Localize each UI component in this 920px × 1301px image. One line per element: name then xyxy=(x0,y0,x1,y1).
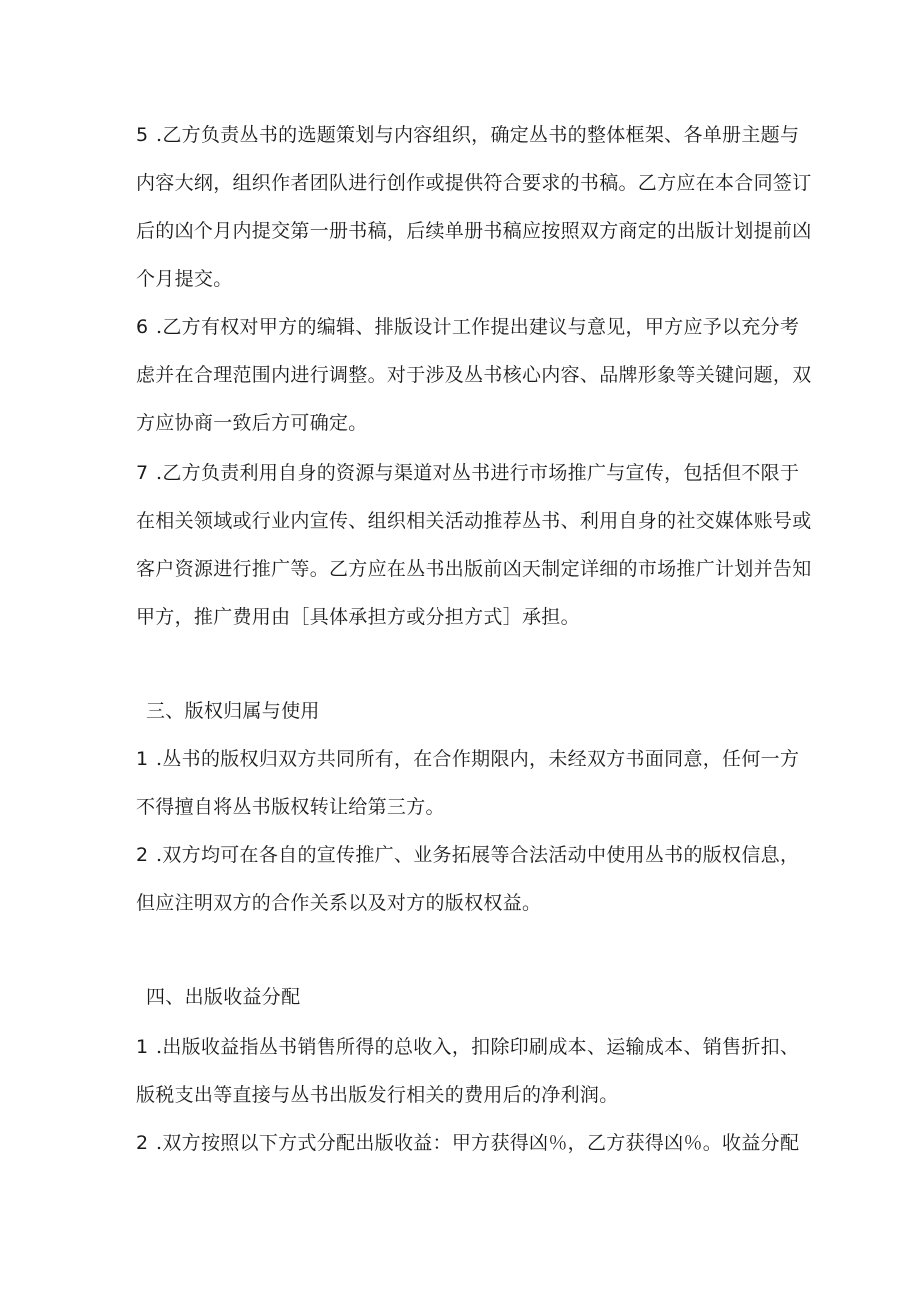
item-number: 1 xyxy=(136,748,149,770)
item-number: 5 xyxy=(136,124,149,146)
item-7-line-2: 在相关领域或行业内宣传、组织相关活动推荐丛书、利用自身的社交媒体账号或 xyxy=(136,510,812,532)
section-heading-copyright: 三、版权归属与使用 xyxy=(146,700,320,722)
copyright-item-1-line-1: 1 .丛书的版权归双方共同所有，在合作期限内，未经双方书面同意，任何一方 xyxy=(136,748,800,770)
revenue-item-2-line-1: 2 .双方按照以下方式分配出版收益：甲方获得凶％，乙方获得凶％。收益分配 xyxy=(136,1132,800,1154)
section-heading-revenue: 四、出版收益分配 xyxy=(146,986,301,1008)
item-5-line-1: 5 .乙方负责丛书的选题策划与内容组织，确定丛书的整体框架、各单册主题与 xyxy=(136,124,800,146)
item-7-line-1: 7 .乙方负责利用自身的资源与渠道对丛书进行市场推广与宣传，包括但不限于 xyxy=(136,462,800,484)
item-5-line-4: 个月提交。 xyxy=(136,268,233,290)
revenue-item-1-line-1: 1 .出版收益指丛书销售所得的总收入，扣除印刷成本、运输成本、销售折扣、 xyxy=(136,1036,800,1058)
item-5-line-3: 后的凶个月内提交第一册书稿，后续单册书稿应按照双方商定的出版计划提前凶 xyxy=(136,220,812,242)
item-number: 2 xyxy=(136,1132,149,1154)
item-7-line-4: 甲方，推广费用由［具体承担方或分担方式］承担。 xyxy=(136,606,580,628)
item-7-line-3: 客户资源进行推广等。乙方应在丛书出版前凶天制定详细的市场推广计划并告知 xyxy=(136,558,812,580)
item-number: 6 xyxy=(136,316,149,338)
item-number: 2 xyxy=(136,844,149,866)
item-number: 7 xyxy=(136,462,149,484)
item-5-line-2: 内容大纲，组织作者团队进行创作或提供符合要求的书稿。乙方应在本合同签订 xyxy=(136,172,812,194)
item-number: 1 xyxy=(136,1036,149,1058)
copyright-item-1-line-2: 不得擅自将丛书版权转让给第三方。 xyxy=(136,796,445,818)
copyright-item-2-line-1: 2 .双方均可在各自的宣传推广、业务拓展等合法活动中使用丛书的版权信息， xyxy=(136,844,800,866)
item-6-line-3: 方应协商一致后方可确定。 xyxy=(136,412,368,434)
copyright-item-2-line-2: 但应注明双方的合作关系以及对方的版权权益。 xyxy=(136,892,542,914)
item-6-line-2: 虑并在合理范围内进行调整。对于涉及丛书核心内容、品牌形象等关键问题，双 xyxy=(136,364,812,386)
revenue-item-1-line-2: 版税支出等直接与丛书出版发行相关的费用后的净利润。 xyxy=(136,1084,619,1106)
item-6-line-1: 6 .乙方有权对甲方的编辑、排版设计工作提出建议与意见，甲方应予以充分考 xyxy=(136,316,800,338)
